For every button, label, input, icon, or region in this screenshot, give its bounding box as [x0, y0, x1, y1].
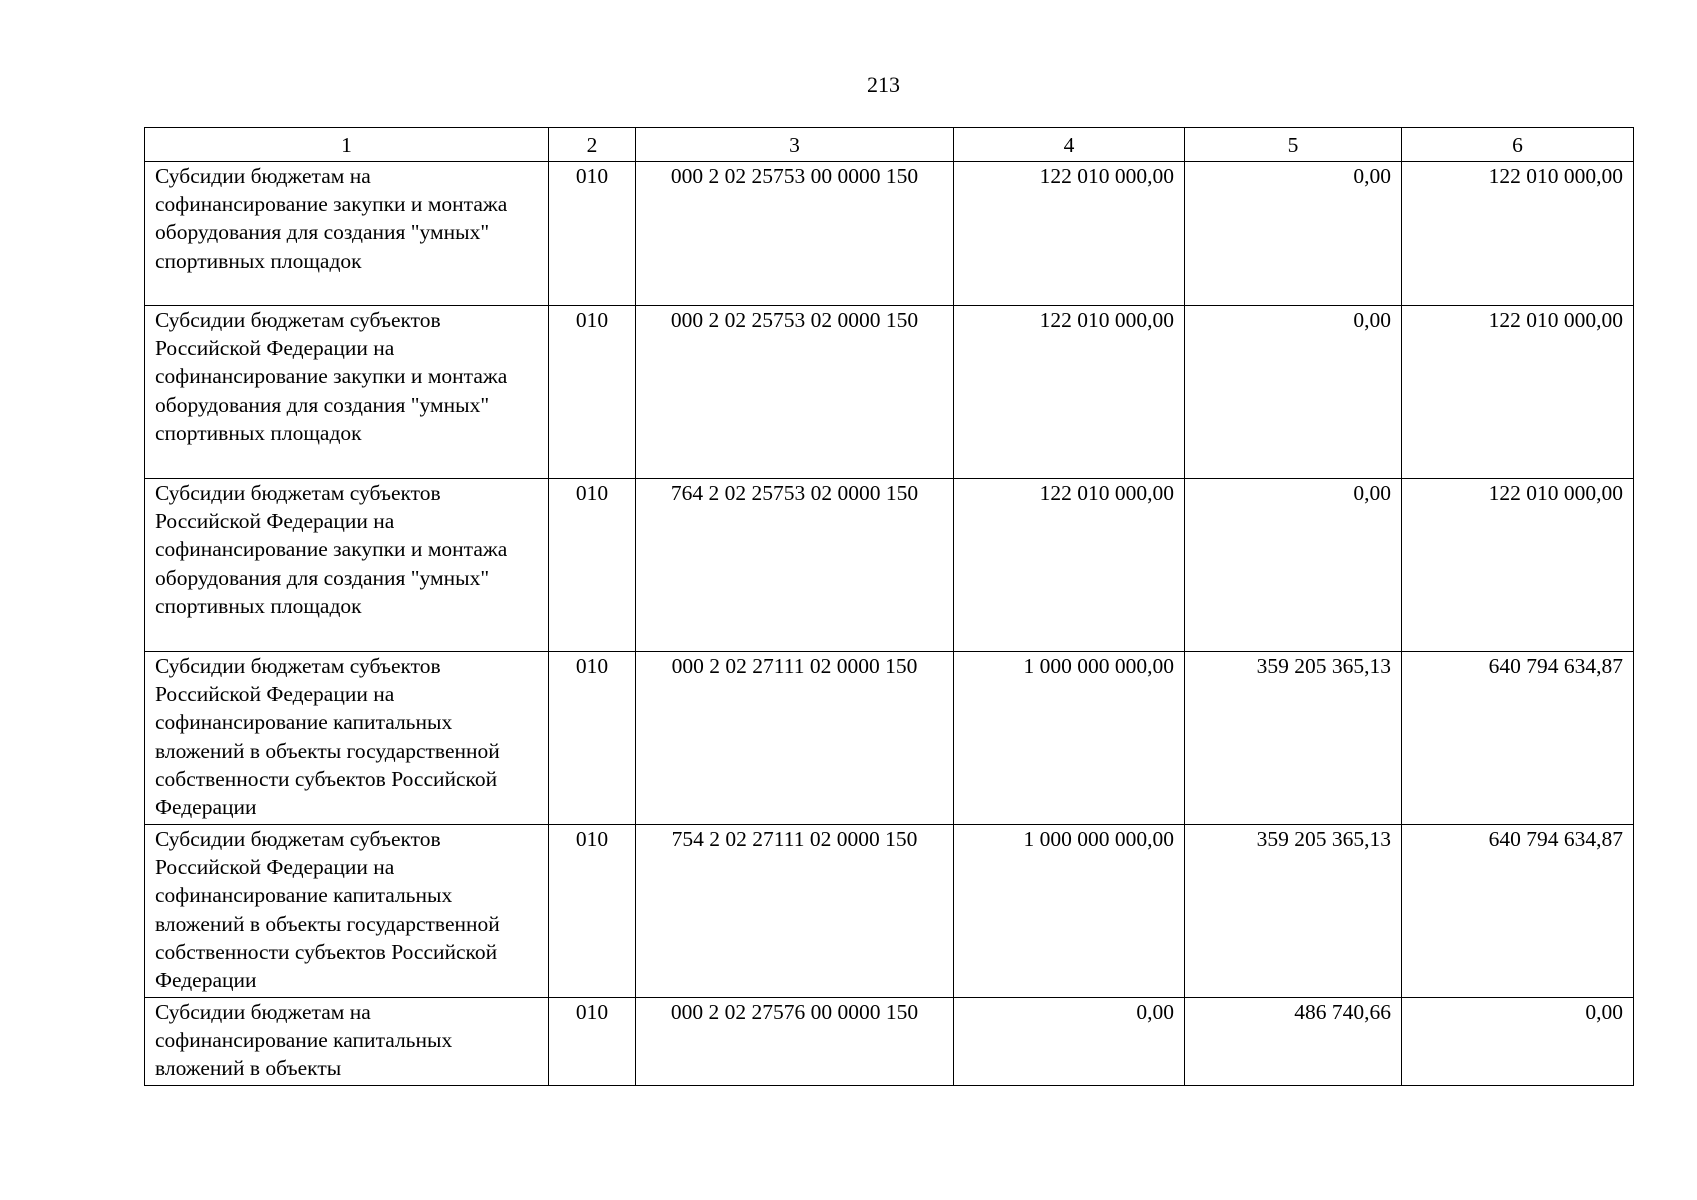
row-name: Субсидии бюджетам на софинансирование закупки и монтажа оборудования для создания "умных" спортивных площадок [145, 162, 549, 306]
row-name: Субсидии бюджетам субъектов Российской Федерации на софинансирование капитальных вложений в объекты государственной собственности субъектов Российской Федерации [145, 652, 549, 825]
budget-table [144, 127, 1634, 1086]
table-row [145, 162, 1634, 306]
row-col5: 359 205 365,13 [1185, 652, 1402, 825]
table-header [145, 128, 1634, 162]
row-indicator: 010 [549, 162, 636, 306]
row-name: Субсидии бюджетам субъектов Российской Федерации на софинансирование закупки и монтажа оборудования для создания "умных" спортивных площадок [145, 479, 549, 652]
row-code: 000 2 02 27111 02 0000 150 [636, 652, 954, 825]
row-code: 764 2 02 25753 02 0000 150 [636, 479, 954, 652]
row-col4: 1 000 000 000,00 [954, 652, 1185, 825]
row-col6: 0,00 [1402, 998, 1634, 1086]
table-body [145, 162, 1634, 1086]
row-col5: 486 740,66 [1185, 998, 1402, 1086]
row-name: Субсидии бюджетам на софинансирование капитальных вложений в объекты [145, 998, 549, 1086]
row-name: Субсидии бюджетам субъектов Российской Федерации на софинансирование капитальных вложений в объекты государственной собственности субъектов Российской Федерации [145, 825, 549, 998]
header-col-3: 3 [636, 128, 954, 162]
row-col6: 640 794 634,87 [1402, 825, 1634, 998]
table-row [145, 998, 1634, 1086]
row-col6: 122 010 000,00 [1402, 306, 1634, 479]
row-col4: 0,00 [954, 998, 1185, 1086]
row-col6: 122 010 000,00 [1402, 479, 1634, 652]
row-col4: 1 000 000 000,00 [954, 825, 1185, 998]
row-col5: 0,00 [1185, 162, 1402, 306]
page-number: 213 [867, 72, 900, 97]
row-code: 000 2 02 27576 00 0000 150 [636, 998, 954, 1086]
row-code: 754 2 02 27111 02 0000 150 [636, 825, 954, 998]
header-col-6: 6 [1402, 128, 1634, 162]
row-col4: 122 010 000,00 [954, 306, 1185, 479]
row-indicator: 010 [549, 479, 636, 652]
header-col-2: 2 [549, 128, 636, 162]
row-indicator: 010 [549, 825, 636, 998]
header-col-4: 4 [954, 128, 1185, 162]
row-col5: 0,00 [1185, 479, 1402, 652]
row-col6: 122 010 000,00 [1402, 162, 1634, 306]
table-row [145, 825, 1634, 998]
row-col4: 122 010 000,00 [954, 162, 1185, 306]
header-col-1: 1 [145, 128, 549, 162]
header-col-5: 5 [1185, 128, 1402, 162]
row-col5: 0,00 [1185, 306, 1402, 479]
row-indicator: 010 [549, 306, 636, 479]
table-row [145, 479, 1634, 652]
row-code: 000 2 02 25753 02 0000 150 [636, 306, 954, 479]
header-row [145, 128, 1634, 162]
row-indicator: 010 [549, 998, 636, 1086]
table-row [145, 652, 1634, 825]
row-col4: 122 010 000,00 [954, 479, 1185, 652]
row-name: Субсидии бюджетам субъектов Российской Федерации на софинансирование закупки и монтажа оборудования для создания "умных" спортивных площадок [145, 306, 549, 479]
row-code: 000 2 02 25753 00 0000 150 [636, 162, 954, 306]
row-col6: 640 794 634,87 [1402, 652, 1634, 825]
row-col5: 359 205 365,13 [1185, 825, 1402, 998]
row-indicator: 010 [549, 652, 636, 825]
table-row [145, 306, 1634, 479]
